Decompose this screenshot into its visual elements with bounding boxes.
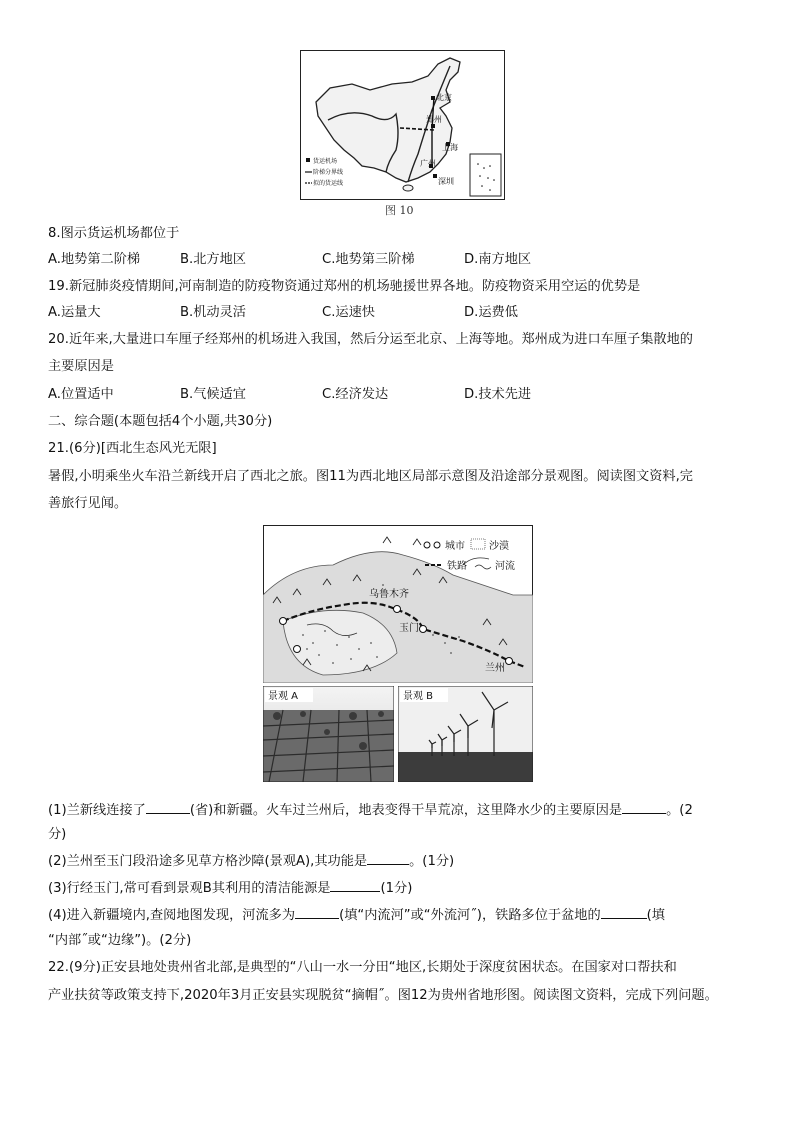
q8-option-d[interactable]: D.南方地区 — [464, 252, 532, 267]
legend-river-label: 河流 — [495, 561, 515, 572]
q19-option-d[interactable]: D.运费低 — [464, 305, 518, 320]
landscape-b-svg — [398, 686, 533, 782]
q8-option-a[interactable]: A.地势第二阶梯 — [48, 252, 141, 267]
q20-stem-line1: 20.近年来,大量进口车厘子经郑州的机场进入我国，然后分运至北京、上海等地。郑州成为进口车厘子集散地的 — [48, 332, 693, 347]
place-label: 北京 — [436, 93, 452, 102]
q19-option-b[interactable]: B.机动灵活 — [180, 305, 246, 320]
q21-sub1-text-c: 。(2 — [666, 803, 693, 818]
q21-sub1-blank-2[interactable] — [622, 801, 666, 814]
q21-sub4-line2: “内部˝或“边缘”)。(2分) — [48, 933, 192, 948]
hainan-island — [403, 185, 413, 191]
q21-sub1-text-a: (1)兰新线连接了 — [48, 803, 146, 818]
q21-sub4-text-c: (填 — [646, 908, 665, 923]
q21-sub3-text-a: (3)行经玉门,常可看到景观B其利用的清洁能源是 — [48, 881, 331, 896]
city-marker — [294, 646, 301, 653]
legend-label: 阶梯分界线 — [313, 169, 344, 176]
legend-label: 货运机场 — [313, 158, 338, 165]
q8-option-c[interactable]: C.地势第三阶梯 — [322, 252, 415, 267]
place-label: 深圳 — [438, 177, 454, 186]
q21-sub2-text-a: (2)兰州至玉门段沿途多见草方格沙障(景观A),其功能是 — [48, 854, 368, 869]
landscape-a-photo — [263, 686, 394, 782]
place-label: 上海 — [442, 143, 458, 152]
figure-10-map — [300, 50, 505, 200]
landscape-b-photo — [398, 686, 533, 782]
q21-sub1-line2: 分) — [48, 827, 67, 842]
legend-city-label: 城市 — [445, 541, 465, 552]
landscape-b-label: 景观 B — [403, 691, 434, 702]
q21-intro-line2: 善旅行见闻。 — [48, 496, 128, 511]
q21-sub1-text-b: (省)和新疆。火车过兰州后，地表变得干旱荒凉，这里降水少的主要原因是 — [189, 803, 623, 818]
q21-sub1-line1 — [48, 801, 693, 820]
city-label-yumen: 玉门 — [399, 623, 419, 634]
legend-desert-label: 沙漠 — [489, 541, 509, 552]
section2-title: 二、综合题(本题包括4个小题,共30分) — [48, 414, 273, 429]
q21-sub2-blank[interactable] — [367, 852, 409, 865]
q20-option-c[interactable]: C.经济发达 — [322, 387, 389, 402]
q21-sub3 — [48, 879, 412, 898]
figure-11-map — [263, 525, 533, 683]
place-label: 广州 — [420, 159, 436, 168]
q19-stem: 19.新冠肺炎疫情期间,河南制造的防疫物资通过郑州的机场驰援世界各地。防疫物资采用空运的优势是 — [48, 279, 641, 294]
q20-stem-line2: 主要原因是 — [48, 359, 114, 374]
city-label-lanzhou: 兰州 — [485, 663, 505, 674]
q8-stem: 8.图示货运机场都位于 — [48, 226, 180, 241]
q21-sub3-blank[interactable] — [330, 879, 380, 892]
q19-option-a[interactable]: A.运量大 — [48, 305, 101, 320]
airport-marker — [433, 174, 437, 178]
legend-city-icon — [424, 542, 430, 548]
south-sea-inset — [470, 154, 501, 196]
q21-sub4-text-a: (4)进入新疆境内,查阅地图发现，河流多为 — [48, 908, 296, 923]
q22-line2: 产业扶贫等政策支持下,2020年3月正安县实现脱贫“摘帽˝。图12为贵州省地形图。阅读图文资料，完成下列问题。 — [48, 988, 718, 1003]
q20-option-b[interactable]: B.气候适宜 — [180, 387, 246, 402]
legend-airport-icon — [306, 158, 310, 162]
city-label-urumqi: 乌鲁木齐 — [369, 589, 409, 600]
q21-intro-line1: 暑假,小明乘坐火车沿兰新线开启了西北之旅。图11为西北地区局部示意图及沿途部分景观图。阅读图文资料,完 — [48, 469, 693, 484]
q21-sub2 — [48, 852, 454, 871]
q21-header: 21.(6分)[西北生态风光无限] — [48, 441, 217, 456]
legend-city-icon-2 — [434, 542, 440, 548]
figure-10-caption: 图 10 — [385, 204, 414, 217]
q20-option-d[interactable]: D.技术先进 — [464, 387, 532, 402]
airport-marker — [431, 96, 435, 100]
city-marker — [280, 618, 287, 625]
legend-desert-icon — [471, 539, 485, 549]
q20-option-a[interactable]: A.位置适中 — [48, 387, 114, 402]
northwest-map-svg — [263, 525, 533, 683]
city-marker-lanzhou — [506, 658, 513, 665]
landscape-a-label: 景观 A — [268, 691, 299, 702]
place-label: 郑州 — [426, 115, 442, 124]
q21-sub4-blank-1[interactable] — [295, 906, 339, 919]
q8-option-b[interactable]: B.北方地区 — [180, 252, 246, 267]
q21-sub4-line1 — [48, 906, 665, 925]
airport-marker — [431, 124, 435, 128]
q21-sub2-text-b: 。(1分) — [409, 854, 455, 869]
landscape-a-svg — [263, 686, 394, 782]
q21-sub4-text-b: (填“内流河”或“外流河˝)，铁路多位于盆地的 — [339, 908, 601, 923]
q21-sub1-blank-1[interactable] — [146, 801, 190, 814]
city-marker-urumqi — [394, 606, 401, 613]
q22-line1: 22.(9分)正安县地处贵州省北部,是典型的“八山一水一分田“地区,长期处于深度贫困状态。在国家对口帮扶和 — [48, 960, 677, 975]
legend-rail-label: 铁路 — [447, 561, 467, 572]
china-map-svg — [300, 50, 505, 200]
legend-label: 拟的货运线 — [313, 180, 344, 187]
city-marker-yumen — [420, 626, 427, 633]
q21-sub3-text-b: (1分) — [380, 881, 413, 896]
q21-sub4-blank-2[interactable] — [601, 906, 647, 919]
q19-option-c[interactable]: C.运速快 — [322, 305, 375, 320]
